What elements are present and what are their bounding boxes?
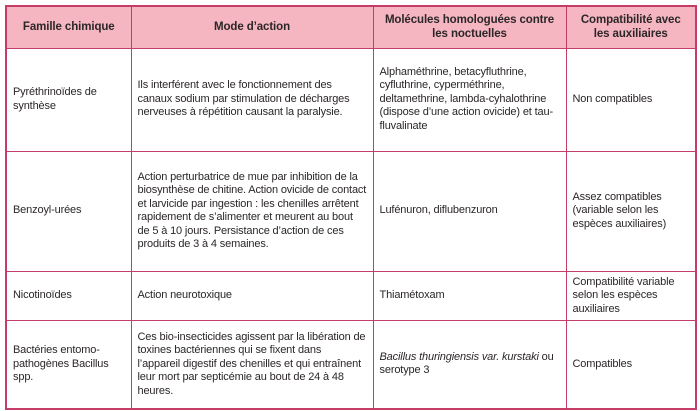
cell-famille: Nicotinoïdes — [6, 271, 131, 321]
cell-famille: Benzoyl-urées — [6, 151, 131, 271]
molecules-species-name: Bacillus thuringiensis var. kurstaki — [379, 350, 539, 363]
cell-compatibilite: Non compatibles — [566, 48, 696, 151]
header-row — [6, 6, 696, 48]
cell-molecules: Lufénuron, diflubenzuron — [373, 151, 566, 271]
cell-compatibilite: Compatibilité variable selon les espèces auxiliaires — [566, 271, 696, 321]
table-row-nicotinoides — [6, 271, 696, 321]
column-header-compatibilite-auxiliaires: Compatibilité avec les auxiliaires — [566, 6, 696, 48]
cell-molecules: Alphaméthrine, betacyfluthrine, cyfluthrine, cyperméthrine, deltamethrine, lambda-cyhalothrine (dispose d’une action ovicide) et tau-fluvalinate — [373, 48, 566, 151]
cell-famille: Bactéries entomo-pathogènes Bacillus spp. — [6, 321, 131, 409]
cell-mode-action: Ces bio-insecticides agissent par la libération de toxines bactériennes qui se fixent dans l’appareil digestif des chenilles et qui entraînent leur mort par septicémie au bout de 24 à 48 heures. — [131, 321, 373, 409]
cell-compatibilite: Assez compatibles (variable selon les espèces auxiliaires) — [566, 151, 696, 271]
cell-compatibilite: Compatibles — [566, 321, 696, 409]
cell-mode-action: Ils interférent avec le fonctionnement des canaux sodium par stimulation de décharges nerveuses à répétition causant la paralysie. — [131, 48, 373, 151]
cell-molecules — [373, 321, 566, 409]
table-row-bacteries-entomopathogenes — [6, 321, 696, 409]
insecticides-table-container — [5, 5, 697, 410]
cell-molecules: Thiamétoxam — [373, 271, 566, 321]
molecules-suffix: ou serotype 3 — [379, 350, 554, 377]
cell-mode-action: Action neurotoxique — [131, 271, 373, 321]
column-header-mode-action: Mode d’action — [131, 6, 373, 48]
insecticides-table — [5, 5, 697, 410]
column-header-molecules-homologuees: Molécules homologuées contre les noctuelles — [373, 6, 566, 48]
table-row-pyrethrinoides — [6, 48, 696, 151]
column-header-famille-chimique: Famille chimique — [6, 6, 131, 48]
cell-famille: Pyréthrinoïdes de synthèse — [6, 48, 131, 151]
table-row-benzoyl-urees — [6, 151, 696, 271]
cell-mode-action: Action perturbatrice de mue par inhibition de la biosynthèse de chitine. Action ovicide de contact et larvicide par ingestion : les chenilles arrêtent rapidement de s’alimenter et meurent au bout de 5 à 10 jours. Persistance d’action de ces produits de 3 à 4 semaines. — [131, 151, 373, 271]
